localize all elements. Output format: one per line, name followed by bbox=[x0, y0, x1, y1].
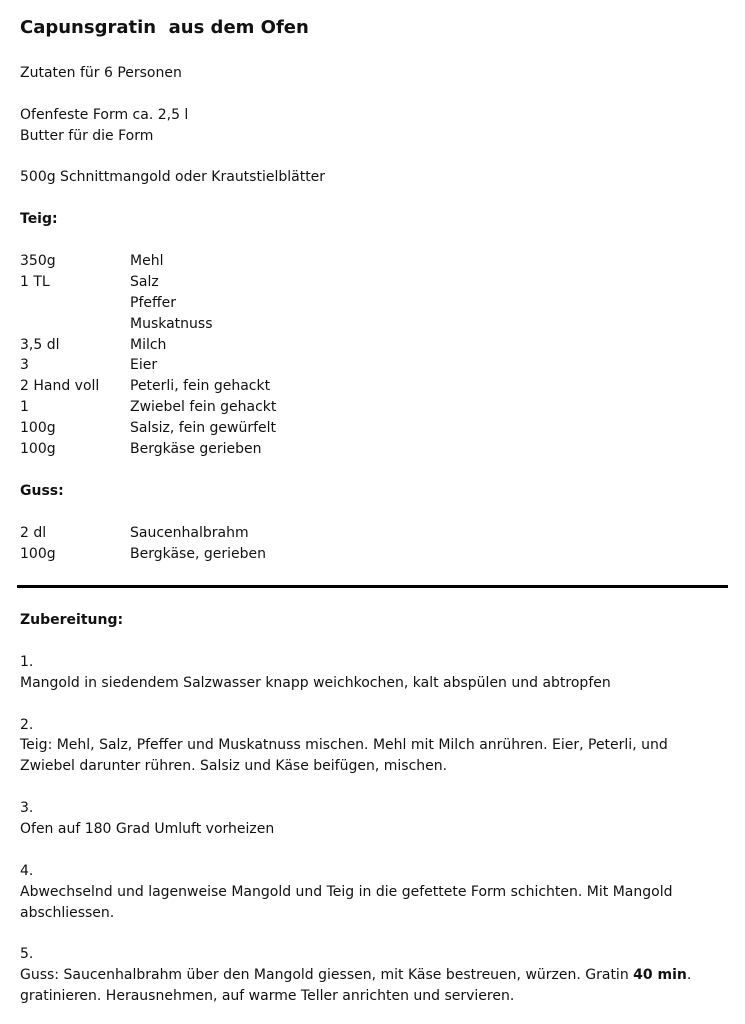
ingredient-name: Bergkäse, gerieben bbox=[130, 546, 266, 562]
ingredient-qty: 350g bbox=[20, 253, 56, 269]
step-text: Teig: Mehl, Salz, Pfeffer und Muskatnuss mischen. Mehl mit Milch anrühren. Eier, Peterli, und Zwiebel darunter rühren. Salsiz und Käse beifügen, mischen. bbox=[20, 737, 668, 774]
method-heading: Zubereitung: bbox=[20, 612, 124, 628]
section-divider bbox=[17, 585, 728, 588]
ingredient-name: Bergkäse gerieben bbox=[130, 441, 262, 457]
ingredient-qty: 100g bbox=[20, 420, 56, 436]
servings-text: Zutaten für 6 Personen bbox=[20, 65, 182, 81]
ingredient-name: Peterli, fein gehackt bbox=[130, 378, 271, 394]
step-number: 5. bbox=[20, 946, 34, 962]
ingredient-name: Pfeffer bbox=[130, 295, 176, 311]
ingredient-name: Milch bbox=[130, 337, 167, 353]
step-number: 4. bbox=[20, 863, 34, 879]
ingredient-name: Salz bbox=[130, 274, 159, 290]
step-number: 1. bbox=[20, 654, 34, 670]
greens-line: 500g Schnittmangold oder Krautstielblätter bbox=[20, 169, 326, 185]
ingredient-name: Muskatnuss bbox=[130, 316, 213, 332]
step-text: Ofen auf 180 Grad Umluft vorheizen bbox=[20, 821, 275, 837]
step-text-part: Guss: Saucenhalbrahm über den Mangold giessen, mit Käse bestreuen, würzen. Gratin bbox=[20, 967, 634, 983]
ingredient-qty: 3,5 dl bbox=[20, 337, 60, 353]
ingredient-qty: 2 dl bbox=[20, 525, 47, 541]
step-number: 3. bbox=[20, 800, 34, 816]
equipment-line: Butter für die Form bbox=[20, 128, 154, 144]
step-text: Mangold in siedendem Salzwasser knapp weichkochen, kalt abspülen und abtropfen bbox=[20, 675, 611, 691]
ingredient-qty: 100g bbox=[20, 546, 56, 562]
ingredient-qty: 3 bbox=[20, 357, 29, 373]
step-text: Abwechselnd und lagenweise Mangold und Teig in die gefettete Form schichten. Mit Mangold abschliessen. bbox=[20, 884, 673, 921]
equipment-line: Ofenfeste Form ca. 2,5 l bbox=[20, 107, 189, 123]
ingredient-name: Zwiebel fein gehackt bbox=[130, 399, 277, 415]
step-text-part: . gratinieren. Herausnehmen, auf warme Teller anrichten und servieren. bbox=[20, 967, 692, 1004]
ingredient-name: Saucenhalbrahm bbox=[130, 525, 249, 541]
ingredient-name: Salsiz, fein gewürfelt bbox=[130, 420, 277, 436]
ingredient-qty: 100g bbox=[20, 441, 56, 457]
step-number: 2. bbox=[20, 717, 34, 733]
ingredient-qty: 2 Hand voll bbox=[20, 378, 100, 394]
ingredient-name: Eier bbox=[130, 357, 158, 373]
topping-heading: Guss: bbox=[20, 483, 64, 499]
ingredient-qty: 1 bbox=[20, 399, 29, 415]
recipe-title: Capunsgratin aus dem Ofen bbox=[20, 17, 309, 38]
dough-heading: Teig: bbox=[20, 211, 58, 227]
ingredient-qty: 1 TL bbox=[20, 274, 50, 290]
step-time-highlight: 40 min bbox=[633, 967, 687, 983]
ingredient-name: Mehl bbox=[130, 253, 164, 269]
step-text bbox=[20, 965, 710, 1007]
